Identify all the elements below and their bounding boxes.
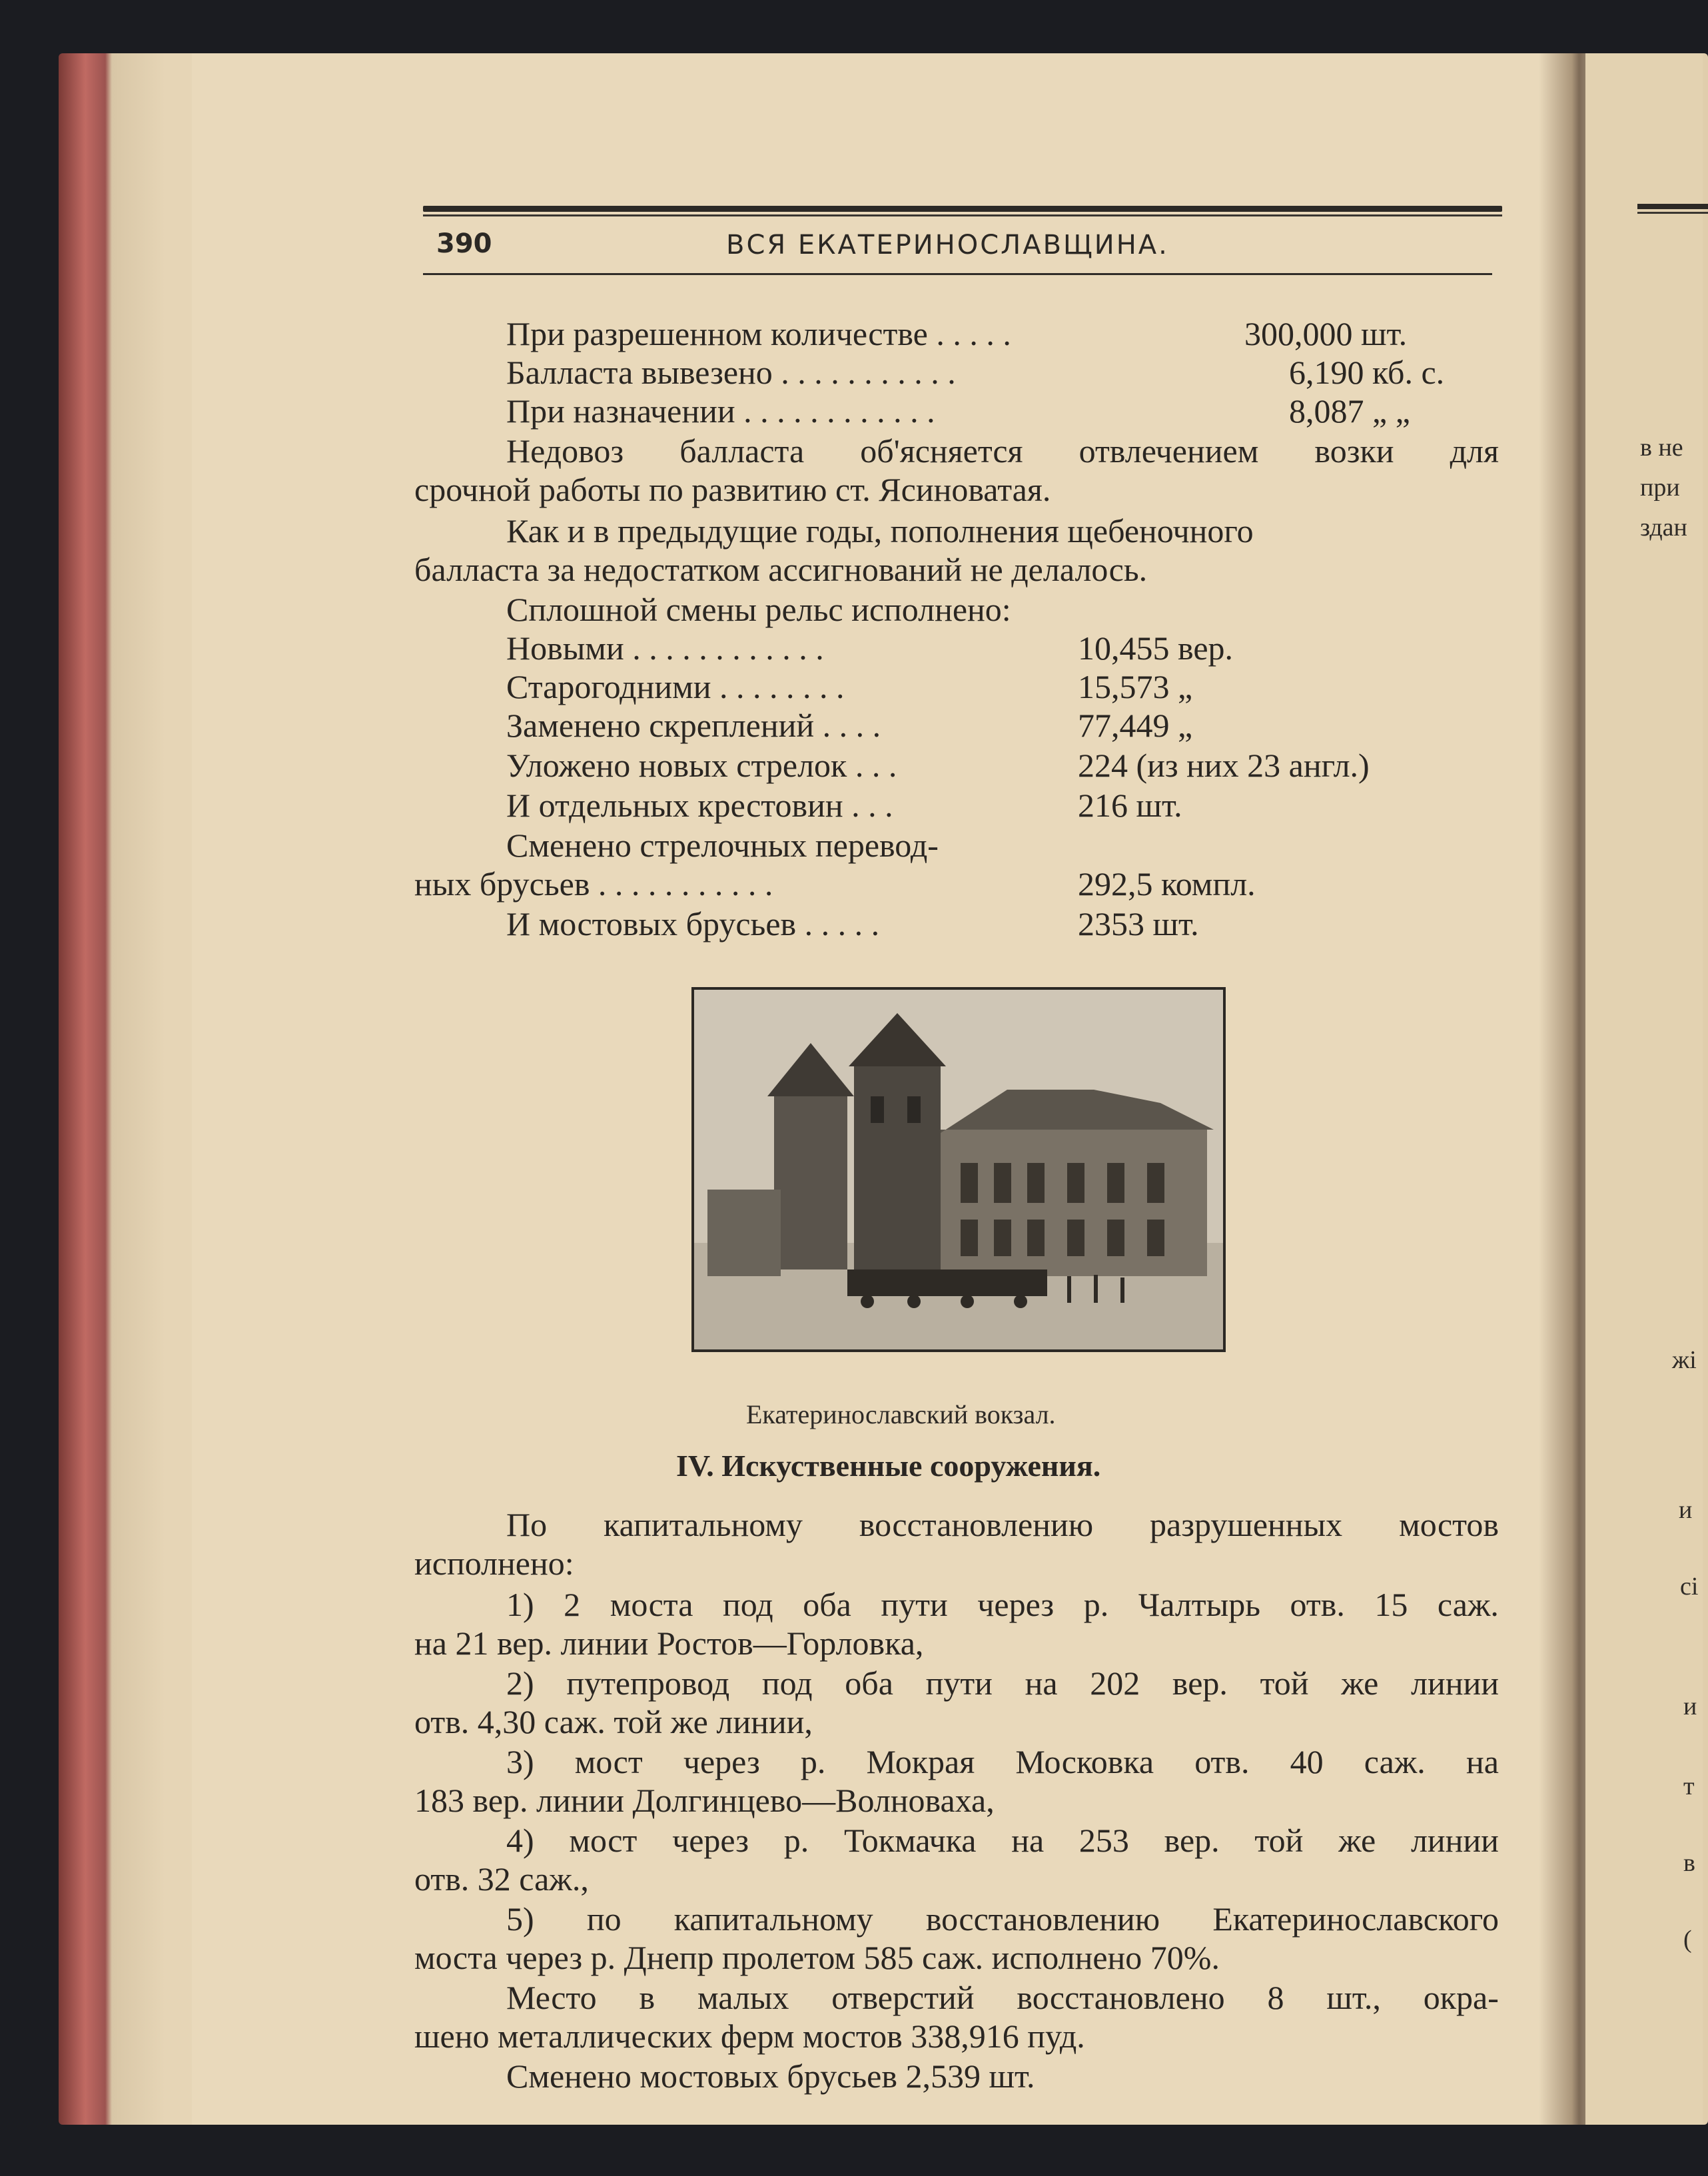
- rails-value: 216 шт.: [1078, 787, 1182, 824]
- bridges-line: отв. 32 саж.,: [414, 1860, 589, 1898]
- right-page-fragment: сі: [1680, 1573, 1699, 1601]
- bridges-line: на 21 вер. линии Ростов—Горловка,: [414, 1625, 924, 1662]
- bridges-line: 1) 2 моста под оба пути через р. Чалтырь отв. 15 саж.: [506, 1586, 1499, 1623]
- section-heading: IV. Искуственные сооружения.: [676, 1449, 1101, 1483]
- photo-caption: Екатеринославский вокзал.: [746, 1399, 1056, 1429]
- rails-label: И мостовых брусьев . . . . .: [506, 905, 880, 942]
- right-page-fragment: и: [1683, 1692, 1697, 1720]
- paragraph-line: Недовоз балласта об'ясняется отвлечением возки для: [506, 432, 1499, 470]
- rails-value: 2353 шт.: [1078, 905, 1199, 942]
- bridges-line: 4) мост через р. Токмачка на 253 вер. той же линии: [506, 1822, 1499, 1859]
- ballast-value: 6,190 кб. с.: [1289, 354, 1445, 391]
- rails-label: Сменено стрелочных перевод-: [506, 827, 939, 864]
- bridges-line: Сменено мостовых брусьев 2,539 шт.: [506, 2057, 1035, 2095]
- bridges-line: шено металлических ферм мостов 338,916 пуд.: [414, 2017, 1085, 2055]
- ballast-label: При назначении . . . . . . . . . . . .: [506, 392, 935, 430]
- right-page-fragment: при: [1640, 474, 1680, 502]
- rails-value: 292,5 компл.: [1078, 865, 1256, 903]
- rails-intro: Сплошной смены рельс исполнено:: [506, 591, 1011, 628]
- header-rule: [423, 206, 1502, 212]
- paragraph-line: балласта за недостатком ассигнований не делалось.: [414, 551, 1148, 588]
- bridges-line: По капитальному восстановлению разрушенных мостов: [506, 1506, 1499, 1543]
- header-rule-thin: [423, 214, 1502, 216]
- rails-value: 10,455 вер.: [1078, 629, 1234, 667]
- header-underline: [423, 273, 1492, 275]
- bridges-line: 5) по капитальному восстановлению Екатеринославского: [506, 1900, 1499, 1938]
- station-photo: [691, 987, 1226, 1352]
- rails-label: Новыми . . . . . . . . . . . .: [506, 629, 824, 667]
- right-page-rule-thin: [1637, 212, 1708, 214]
- rails-value: 15,573 „: [1078, 668, 1193, 705]
- bridges-line: отв. 4,30 саж. той же линии,: [414, 1703, 813, 1740]
- right-page-rule: [1637, 204, 1708, 209]
- page-number: 390: [436, 228, 492, 259]
- ballast-value: 300,000 шт.: [1244, 315, 1408, 352]
- right-page: [1585, 53, 1703, 2125]
- right-page-fragment: и: [1679, 1496, 1693, 1524]
- right-page-fragment: в: [1683, 1849, 1695, 1877]
- rails-label: ных брусьев . . . . . . . . . . .: [414, 865, 773, 903]
- rails-label: Старогодними . . . . . . . .: [506, 668, 845, 705]
- right-page-fragment: т: [1683, 1772, 1695, 1800]
- bridges-line: 183 вер. линии Долгинцево—Волноваха,: [414, 1782, 995, 1819]
- rails-value: 77,449 „: [1078, 707, 1193, 744]
- ballast-label: При разрешенном количестве . . . . .: [506, 315, 1011, 352]
- rails-value: 224 (из них 23 англ.): [1078, 747, 1370, 784]
- right-page-fragment: здан: [1640, 514, 1687, 542]
- running-title: ВСЯ ЕКАТЕРИНОСЛАВЩИНА.: [726, 230, 1169, 260]
- right-page-fragment: в не: [1640, 434, 1683, 462]
- bridges-line: 3) мост через р. Мокрая Московка отв. 40 саж. на: [506, 1743, 1499, 1780]
- rails-label: Уложено новых стрелок . . .: [506, 747, 897, 784]
- rails-label: Заменено скреплений . . . .: [506, 707, 881, 744]
- ballast-label: Балласта вывезено . . . . . . . . . . .: [506, 354, 956, 391]
- rails-label: И отдельных крестовин . . .: [506, 787, 893, 824]
- paragraph-line: срочной работы по развитию ст. Ясиноватая.: [414, 471, 1051, 508]
- ballast-value: 8,087 „ „: [1289, 392, 1410, 430]
- bridges-line: Место в малых отверстий восстановлено 8 шт., окра-: [506, 1979, 1499, 2016]
- bridges-line: 2) путепровод под оба пути на 202 вер. той же линии: [506, 1664, 1499, 1702]
- bridges-line: исполнено:: [414, 1545, 574, 1582]
- paragraph-line: Как и в предыдущие годы, пополнения щебеночного: [506, 512, 1254, 549]
- bridges-line: моста через р. Днепр пролетом 585 саж. исполнено 70%.: [414, 1939, 1220, 1976]
- right-page-fragment: (: [1683, 1926, 1692, 1954]
- right-page-fragment: жі: [1672, 1346, 1697, 1374]
